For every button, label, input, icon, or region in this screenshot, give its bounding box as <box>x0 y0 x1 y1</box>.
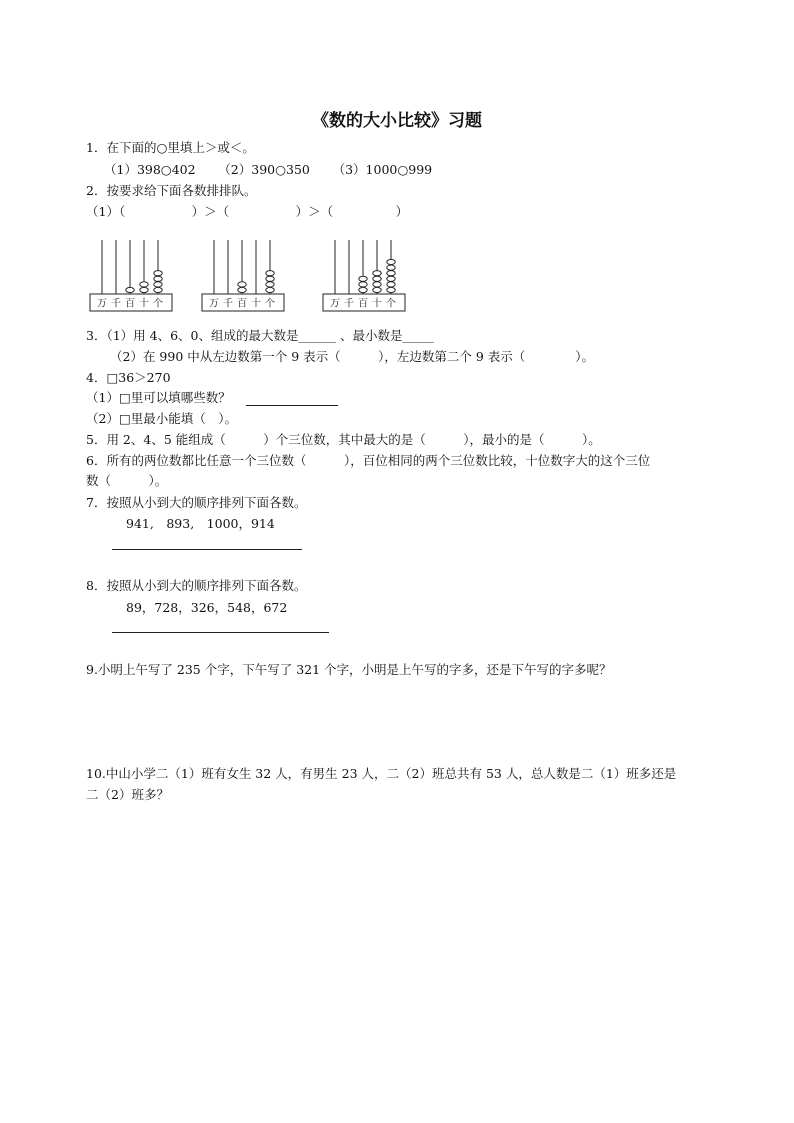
q8-stem: 8．按照从小到大的顺序排列下面各数。 <box>86 578 307 593</box>
abacus-label-万: 万 <box>330 298 340 310</box>
abacus-bead <box>373 287 381 292</box>
abacus-label-万: 万 <box>97 298 107 310</box>
q3-line2: （2）在 990 中从左边数第一个 9 表示（ ），左边数第二个 9 表示（ ）。 <box>110 349 595 364</box>
abacus-bead <box>387 271 395 276</box>
abacus-label-千: 千 <box>111 298 121 310</box>
q8-answer-line[interactable] <box>112 632 329 633</box>
q5-text: 5．用 2、4、5 能组成（ ）个三位数，其中最大的是（ ），最小的是（ ）。 <box>86 432 601 447</box>
abacus-bead <box>140 287 148 292</box>
abacus-bead <box>238 287 246 292</box>
abacus-bead <box>387 287 395 292</box>
abacus-bead <box>266 271 274 276</box>
abacus-label-个: 个 <box>265 298 275 310</box>
abacus-2 <box>201 237 287 317</box>
abacus-label-十: 十 <box>139 298 149 310</box>
abacus-bead <box>387 259 395 264</box>
abacus-bead <box>373 271 381 276</box>
abacus-label-千: 千 <box>223 298 233 310</box>
abacus-bead <box>266 287 274 292</box>
q2-stem: 2．按要求给下面各数排排队。 <box>86 183 257 198</box>
q4-answer-line[interactable] <box>246 405 338 406</box>
abacus-label-百: 百 <box>237 298 247 310</box>
q4-sub1: （1）□里可以填哪些数？ <box>86 390 231 405</box>
abacus-bead <box>266 276 274 281</box>
q6-line1: 6．所有的两位数都比任意一个三位数（ ），百位相同的两个三位数比较，十位数字大的这个三位 <box>86 453 651 468</box>
q4-sub2: （2）□里最小能填（ ）。 <box>86 411 238 426</box>
q10-line1: 10.中山小学二（1）班有女生 32 人，有男生 23 人，二（2）班总共有 53 人，总人数是二（1）班多还是 <box>86 766 677 781</box>
abacus-bead <box>154 276 162 281</box>
abacus-bead <box>154 287 162 292</box>
page-title: 《数的大小比较》习题 <box>312 111 482 131</box>
abacus-label-十: 十 <box>251 298 261 310</box>
abacus-1 <box>89 237 175 317</box>
abacus-bead <box>140 282 148 287</box>
q3-line1: 3．（1）用 4、6、0、组成的最大数是______ 、最小数是_____ <box>86 328 434 343</box>
abacus-bead <box>387 265 395 270</box>
q2-order-blanks: （1）（ ）＞（ ）＞（ ） <box>86 204 409 219</box>
q10-line2: 二（2）班多？ <box>86 787 169 802</box>
q7-answer-line[interactable] <box>112 549 302 550</box>
abacus-bead <box>154 271 162 276</box>
abacus-label-百: 百 <box>125 298 135 310</box>
abacus-bead <box>359 282 367 287</box>
abacus-bead <box>359 276 367 281</box>
q1-items: （1）398○402 （2）390○350 （3）1000○999 <box>104 162 433 177</box>
abacus-label-个: 个 <box>153 298 163 310</box>
abacus-bead <box>238 282 246 287</box>
abacus-label-十: 十 <box>372 298 382 310</box>
abacus-bead <box>387 276 395 281</box>
abacus-bead <box>359 287 367 292</box>
q8-numbers: 89，728，326，548，672 <box>126 600 288 615</box>
abacus-bead <box>373 276 381 281</box>
abacus-2-graphic <box>201 237 287 313</box>
q7-numbers: 941, 893, 1000，914 <box>126 516 275 531</box>
abacus-label-千: 千 <box>344 298 354 310</box>
abacus-bead <box>126 287 134 292</box>
abacus-label-百: 百 <box>358 298 368 310</box>
q1-stem: 1．在下面的○里填上＞或＜。 <box>86 140 255 155</box>
abacus-label-万: 万 <box>209 298 219 310</box>
q9-text: 9.小明上午写了 235 个字，下午写了 321 个字，小明是上午写的字多，还是下午写的字多呢？ <box>86 662 612 677</box>
abacus-label-个: 个 <box>386 298 396 310</box>
q6-line2: 数（ ）。 <box>86 473 168 488</box>
abacus-bead <box>266 282 274 287</box>
abacus-bead <box>387 282 395 287</box>
abacus-3-graphic <box>322 237 408 313</box>
abacus-bead <box>373 282 381 287</box>
abacus-3 <box>322 237 408 317</box>
q7-stem: 7．按照从小到大的顺序排列下面各数。 <box>86 495 307 510</box>
q4-stem: 4．□36＞270 <box>86 370 171 385</box>
abacus-bead <box>154 282 162 287</box>
abacus-1-graphic <box>89 237 175 313</box>
